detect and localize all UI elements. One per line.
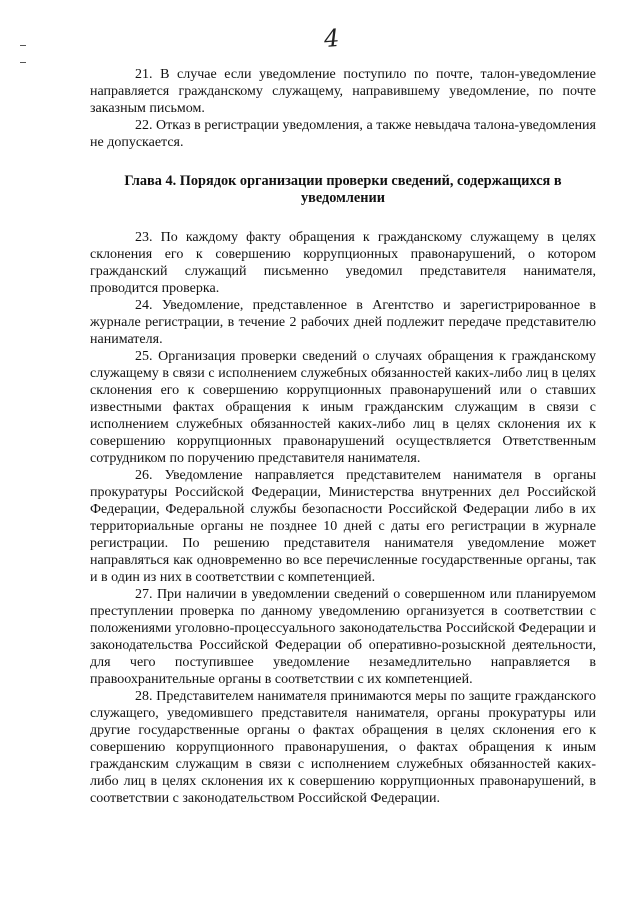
paragraph-25: 25. Организация проверки сведений о случаях обращения к гражданскому служащему в связи с исполнением служебных обязанностей каких-либо лиц в целях склонения его к совершению коррупционных правонарушений или о ставших известными фактах обращения к иным гражданским служащим в связи с исполнением служебных обязанностей каких-либо лиц в целях склонения их к совершению коррупционных правонарушений осуществляется Ответственным сотрудником по поручению представителя нанимателя. <box>90 349 596 466</box>
chapter-heading: Глава 4. Порядок организации проверки сведений, содержащихся в уведомлении <box>124 173 562 206</box>
paragraph-27: 27. При наличии в уведомлении сведений о совершенном или планируемом преступлении проверка по данному уведомлению организуется в соответствии с положениями уголовно-процессуального законодательства Российской Федерации и законодательства Российской Федерации об оперативно-розыскной деятельности, для чего поступившее уведомление незамедлительно направляется в правоохранительные органы в соответствии с их компетенцией. <box>90 587 596 687</box>
paragraph-24: 24. Уведомление, представленное в Агентство и зарегистрированное в журнале регистрации, в течение 2 рабочих дней подлежит передаче представителю нанимателя. <box>90 298 596 347</box>
scan-mark <box>20 45 26 46</box>
paragraph-21: 21. В случае если уведомление поступило по почте, талон-уведомление направляется гражданскому служащему, направившему уведомление, по почте заказным письмом. <box>90 67 596 116</box>
paragraph-28: 28. Представителем нанимателя принимаются меры по защите гражданского служащего, уведомившего представителя нанимателя, органы прокуратуры или другие государственные органы о фактах обращения в целях склонения его к совершению коррупционного правонарушения, о фактах обращения к иным гражданским служащим в связи с исполнением служебных обязанностей каких-либо лиц в целях склонения их к совершению коррупционных правонарушений, в соответствии с законодательством Российской Федерации. <box>90 689 596 806</box>
paragraph-22: 22. Отказ в регистрации уведомления, а также невыдача талона-уведомления не допускается. <box>90 118 596 150</box>
scan-mark <box>20 62 26 63</box>
paragraph-23: 23. По каждому факту обращения к гражданскому служащему в целях склонения его к совершению коррупционных правонарушений, о котором гражданский служащий письменно уведомил представителя нанимателя, проводится проверка. <box>90 230 596 296</box>
handwritten-page-number: 4 <box>323 24 341 54</box>
document-body <box>90 66 596 807</box>
paragraph-26: 26. Уведомление направляется представителем нанимателя в органы прокуратуры Российской Федерации, Министерства внутренних дел Российской Федерации, Федеральной службы безопасности Российской Федерации либо в их территориальные органы не позднее 10 дней с даты его регистрации в журнале регистрации. По решению представителя нанимателя уведомление может направляться как одновременно во все перечисленные государственные органы, так и в один из них в соответствии с компетенцией. <box>90 468 596 585</box>
